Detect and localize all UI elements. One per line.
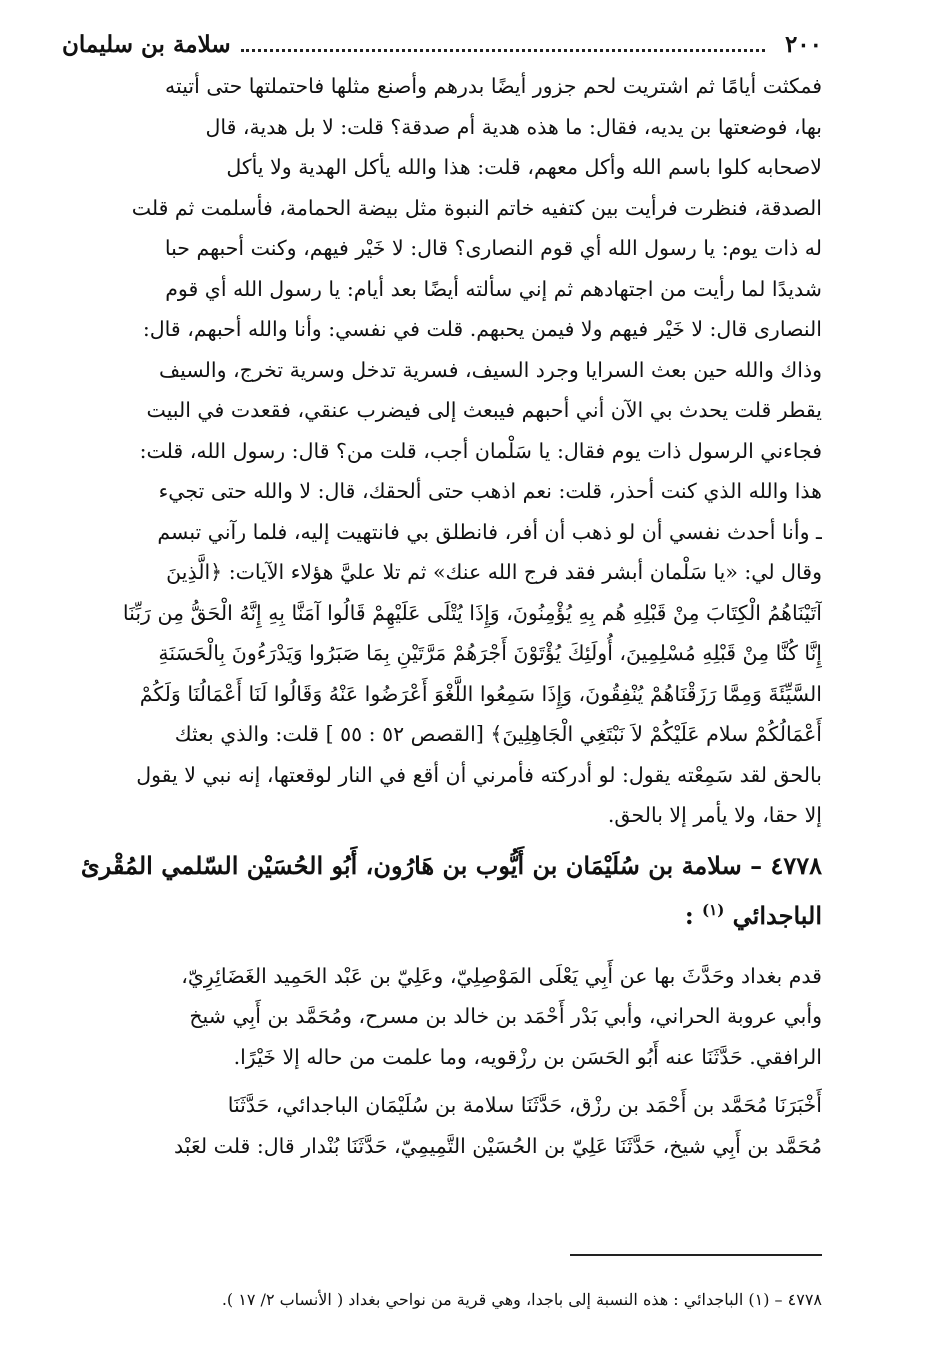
page-body	[62, 66, 822, 1166]
text-line: فمكثت أيامًا ثم اشتريت لحم جزور أيضًا بدرهم وأصنع مثلها فاحتملتها حتى أتيته	[165, 74, 822, 98]
biography-paragraph	[62, 956, 822, 1078]
text-line: هذا والله الذي كنت أحذر، قلت: نعم اذهب حتى ألحقك، قال: لا والله حتى تجيء	[158, 479, 822, 503]
text-line: الرافقي. حَدَّثَنَا عنه أَبُو الحَسَن بن رزْقويه، وما علمت من حاله إلا خَيْرًا.	[233, 1044, 822, 1069]
text-line: بالحق لقد سَمِعْته يقول: لو أدركته فأمرني أن أقع في النار لوقعتها، إنه نبي لا يقول	[136, 762, 822, 787]
text-line: النصارى قال: لا خَيْر فيهم ولا فيمن يحبهم. قلت في نفسي: وأنا والله أحبهم، قال:	[142, 317, 822, 341]
running-title: سلامة بن سليمان	[62, 30, 231, 58]
text-line: ـ وأنا أحدث نفسي أن لو ذهب أن أفر، فانطلق بي فانتهيت إليه، فلما رآني تبسم	[157, 519, 822, 544]
quran-verse-line: إِنَّا كُنَّا مِنْ قَبْلِهِ مُسْلِمِينَ، أُولَئِكَ يُؤْتَوْنَ أَجْرَهُمْ مَرَّتَيْنِ بِمَا صَبَرُوا وَيَدْرَءُونَ بِالْحَسَنَةِ	[158, 641, 822, 665]
running-header	[62, 26, 822, 62]
text-line: قدم بغداد وحَدَّثَ بها عن أَبِي يَعْلَى المَوْصِلِيّ، وعَلِيّ بن عَبْد الحَمِيد الغَضَائِرِيّ،	[181, 963, 822, 988]
footnote: ٤٧٧٨ – (١) الباجدائي : هذه النسبة إلى باجدا، وهي قرية من نواحي بغداد ( الأنساب ٢/ ١٧ ).	[221, 1290, 822, 1309]
text-line: مُحَمَّد بن أَبِي شيخ، حَدَّثَنَا عَلِيّ بن الحُسَيْن التَّمِيمِيّ، حَدَّثَنَا بُنْدار قال: قلت لعَبْد	[174, 1133, 822, 1158]
quran-verse-line: السَّيِّئَةَ وَمِمَّا رَزَقْنَاهُمْ يُنْفِقُونَ، وَإِذَا سَمِعُوا اللَّغْوَ أَعْرَضُوا عَنْهُ وَقَالُوا لَنَا أَعْمَالُنَا وَلَكُمْ	[139, 681, 822, 706]
text-line: وقال لي: «يا سَلْمان أبشر فقد فرج الله عنك» ثم تلا عليَّ هؤلاء الآيات: ﴿الَّذِينَ	[166, 560, 822, 584]
text-line: وذاك والله حين بعث السرايا وجرد السيف، فسرية تدخل وسرية تخرج، والسيف	[158, 357, 822, 382]
text-line: أَخْبَرَنَا مُحَمَّد بن أَحْمَد بن رزْق، حَدَّثَنَا سلامة بن سُلَيْمَان الباجدائي، حَدَّثَنَا	[227, 1093, 822, 1117]
footnote-reference[interactable]: (١)	[702, 900, 725, 919]
isnad-paragraph	[62, 1085, 822, 1166]
header-dotted-leader	[241, 49, 765, 52]
footnote-separator	[570, 1254, 822, 1256]
text-line: له ذات يوم: يا رسول الله أي قوم النصارى؟ قال: لا خَيْر فيهم، وكنت أحبهم حبا	[164, 236, 822, 260]
page-number: ٢٠٠	[784, 30, 822, 58]
text-line: شديدًا لما رأيت من اجتهادهم ثم إني سألته أيضًا بعد أيام: يا رسول الله أي قوم	[165, 276, 822, 301]
text-line: لاصحابه كلوا باسم الله وأكل معهم، قلت: هذا والله يأكل الهدية ولا يأكل	[226, 155, 822, 179]
heading-colon: :	[684, 900, 694, 930]
text-line: فجاءني الرسول ذات يوم فقال: يا سَلْمان أجب، قلت من؟ قال: رسول الله، قلت:	[139, 438, 822, 463]
text-line: الصدقة، فنظرت فرأيت بين كتفيه خاتم النبوة مثل بيضة الحمامة، فأسلمت ثم قلت	[131, 195, 822, 220]
quran-verse-line: أَعْمَالُكُمْ سلام عَلَيْكُمْ لاَ نَبْتَغِي الْجَاهِلِينَ﴾ [القصص ٥٢ : ٥٥ ] قلت: والذي بعثك	[174, 722, 822, 746]
entry-heading: ٤٧٧٨ – سلامة بن سُلَيْمَان بن أَيُّوب بن هَارُون، أَبُو الحُسَيْن السّلمي المُقْرئ	[80, 850, 822, 880]
quran-verse-line: آتَيْنَاهُمُ الْكِتَابَ مِنْ قَبْلِهِ هُم بِهِ يُؤْمِنُونَ، وَإِذَا يُتْلَى عَلَيْهِمْ قَالُوا آمَنَّا بِهِ إِنَّهُ الْحَقُّ مِن رَبِّنَا	[122, 600, 822, 625]
text-line: بها، فوضعتها بن يديه، فقال: ما هذه هدية أم صدقة؟ قلت: لا بل هدية، قال	[205, 114, 822, 139]
narrative-paragraph	[62, 66, 822, 836]
entry-heading-continued	[62, 888, 822, 938]
text-line: إلا حقا، ولا يأمر إلا بالحق.	[607, 803, 822, 827]
entry-nisba: الباجدائي	[732, 900, 822, 930]
text-line: وأبي عروبة الحراني، وأبي بَدْر أَحْمَد بن خالد بن مسرح، ومُحَمَّد بن أَبِي شيخ	[189, 1004, 822, 1028]
text-line: يقطر قلت يحدث بي الآن أني أحبهم فيبعث إلى فيضرب عنقي، فقعدت في البيت	[146, 398, 822, 422]
